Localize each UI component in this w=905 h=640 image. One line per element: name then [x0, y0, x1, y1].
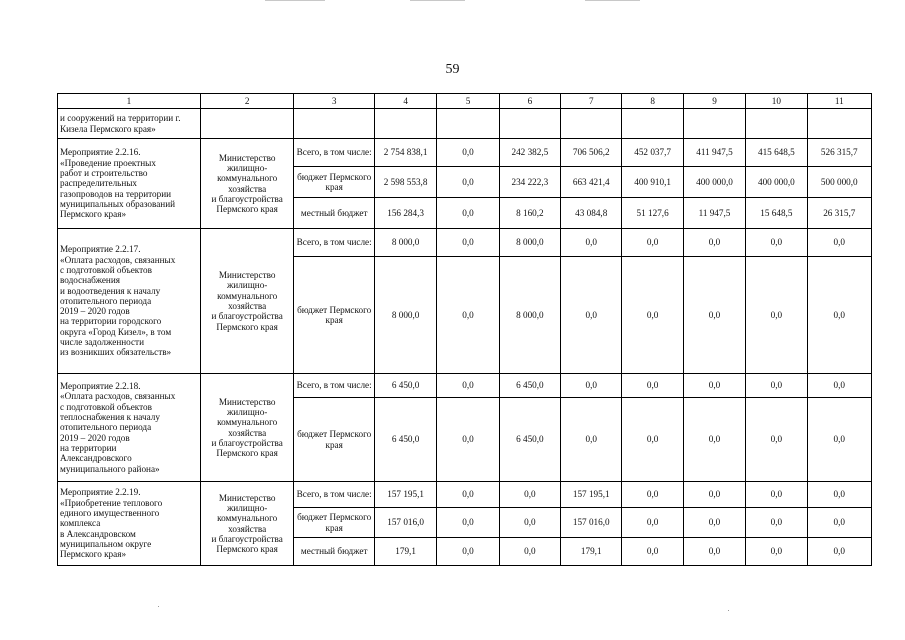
amount-cell: 157 016,0: [374, 508, 436, 538]
funding-source: Всего, в том числе:: [294, 482, 374, 508]
measure-line: с подготовкой объектов: [60, 264, 152, 275]
executor-line: жилищно-: [226, 280, 268, 291]
funding-source: бюджет Пермского края: [294, 167, 374, 198]
executor-line: жилищно-: [226, 502, 268, 513]
empty-cell: [561, 109, 622, 139]
measure-line: на территории: [60, 442, 117, 453]
amount-cell: 400 000,0: [683, 167, 745, 198]
amount-cell: 2 754 838,1: [374, 139, 436, 167]
amount-cell: 43 084,8: [561, 198, 622, 229]
amount-cell: 526 315,7: [807, 139, 871, 167]
measure-line: 2019 – 2020 годов: [60, 306, 130, 317]
amount-cell: 0,0: [561, 229, 622, 257]
column-number: 3: [294, 94, 374, 109]
amount-cell: 0,0: [746, 374, 807, 398]
page-number: 59: [445, 62, 460, 77]
amount-cell: 51 127,6: [622, 198, 683, 229]
executor-line: и благоустройства: [211, 193, 283, 204]
executor-line: хозяйства: [228, 301, 267, 311]
amount-cell: 15 648,5: [746, 198, 807, 229]
amount-cell: 8 000,0: [499, 229, 560, 257]
amount-cell: 0,0: [622, 508, 683, 538]
executor-line: коммунального: [217, 417, 278, 428]
executor-line: Пермского края: [216, 448, 278, 459]
amount-cell: 0,0: [683, 398, 745, 482]
executor-line: Министерство: [218, 396, 276, 407]
executor-line: жилищно-: [226, 406, 268, 417]
budget-table: [57, 93, 872, 566]
measure-description: [58, 139, 201, 229]
executor-line: Пермского края: [216, 321, 278, 332]
amount-cell: 2 598 553,8: [374, 167, 436, 198]
amount-cell: 157 195,1: [561, 482, 622, 508]
amount-cell: 26 315,7: [807, 198, 871, 229]
measure-line: Пермского края»: [60, 549, 127, 560]
amount-cell: 179,1: [374, 538, 436, 566]
measure-line: «Оплата расходов, связанных: [60, 254, 176, 265]
executor-line: Пермского края: [216, 544, 278, 555]
measure-line: числе задолженности: [60, 337, 144, 348]
amount-cell: 157 016,0: [561, 508, 622, 538]
amount-cell: 0,0: [683, 538, 745, 566]
executor-line: и благоустройства: [211, 437, 283, 448]
measure-line: Пермского края»: [60, 209, 127, 220]
amount-cell: 0,0: [746, 398, 807, 482]
amount-cell: 0,0: [437, 139, 499, 167]
column-number: 9: [683, 94, 745, 109]
amount-cell: 0,0: [807, 508, 871, 538]
amount-cell: 0,0: [746, 257, 807, 374]
empty-cell: [746, 109, 807, 139]
amount-cell: 0,0: [622, 229, 683, 257]
funding-source: Всего, в том числе:: [294, 374, 374, 398]
amount-cell: 415 648,5: [746, 139, 807, 167]
measure-description: [58, 482, 201, 566]
executor: [200, 229, 294, 374]
amount-cell: 0,0: [746, 229, 807, 257]
table-row: [58, 482, 872, 508]
amount-cell: 706 506,2: [561, 139, 622, 167]
column-number: 2: [200, 94, 294, 109]
measure-line: отопительного периода: [60, 295, 152, 306]
amount-cell: 242 382,5: [499, 139, 560, 167]
measure-line: муниципального района»: [60, 463, 160, 474]
measure-line: муниципальных образований: [60, 198, 176, 209]
amount-cell: 0,0: [437, 167, 499, 198]
amount-cell: 0,0: [561, 398, 622, 482]
measure-line: Мероприятие 2.2.18.: [60, 381, 141, 392]
amount-cell: 0,0: [437, 198, 499, 229]
amount-cell: 8 000,0: [374, 257, 436, 374]
empty-cell: [437, 109, 499, 139]
amount-cell: 6 450,0: [374, 374, 436, 398]
amount-cell: 0,0: [807, 482, 871, 508]
amount-cell: 179,1: [561, 538, 622, 566]
amount-cell: 452 037,7: [622, 139, 683, 167]
amount-cell: 0,0: [807, 374, 871, 398]
amount-cell: 0,0: [437, 229, 499, 257]
measure-line: муниципальном округе: [60, 538, 152, 549]
amount-cell: 11 947,5: [683, 198, 745, 229]
empty-cell: [622, 109, 683, 139]
amount-cell: 0,0: [807, 538, 871, 566]
amount-cell: 0,0: [622, 538, 683, 566]
amount-cell: 0,0: [437, 538, 499, 566]
amount-cell: 0,0: [622, 398, 683, 482]
funding-source: Всего, в том числе:: [294, 229, 374, 257]
measure-line: «Приобретение теплового: [60, 497, 163, 508]
executor: [200, 482, 294, 566]
column-number: 11: [807, 94, 871, 109]
amount-cell: 8 160,2: [499, 198, 560, 229]
funding-source: Всего, в том числе:: [294, 139, 374, 167]
amount-cell: 0,0: [622, 482, 683, 508]
amount-cell: 0,0: [683, 257, 745, 374]
measure-line: в Александровском: [60, 528, 136, 539]
measure-line: округа «Город Кизел», в том: [60, 326, 172, 337]
amount-cell: 0,0: [437, 398, 499, 482]
empty-cell: [499, 109, 560, 139]
measure-line: водоснабжения: [60, 275, 120, 286]
amount-cell: 0,0: [746, 508, 807, 538]
funding-source: бюджет Пермского края: [294, 398, 374, 482]
empty-cell: [374, 109, 436, 139]
measure-line: Мероприятие 2.2.16.: [60, 147, 141, 158]
measure-line: «Проведение проектных: [60, 157, 156, 168]
executor-line: коммунального: [217, 290, 278, 301]
scan-speck: [158, 606, 159, 607]
column-number: 7: [561, 94, 622, 109]
column-number: 8: [622, 94, 683, 109]
amount-cell: 0,0: [437, 257, 499, 374]
measure-line: 2019 – 2020 годов: [60, 432, 130, 443]
top-edge-mark: [265, 0, 325, 1]
amount-cell: 0,0: [807, 229, 871, 257]
executor-line: Министерство: [218, 152, 276, 163]
column-number: 5: [437, 94, 499, 109]
amount-cell: 0,0: [807, 398, 871, 482]
amount-cell: 0,0: [683, 482, 745, 508]
measure-line: отопительного периода: [60, 422, 152, 433]
executor: [200, 139, 294, 229]
amount-cell: 156 284,3: [374, 198, 436, 229]
empty-cell: [683, 109, 745, 139]
amount-cell: 157 195,1: [374, 482, 436, 508]
top-edge-mark: [410, 0, 465, 1]
funding-source: местный бюджет: [294, 538, 374, 566]
amount-cell: 0,0: [561, 257, 622, 374]
top-edge-mark: [585, 0, 640, 1]
amount-cell: 0,0: [499, 538, 560, 566]
measure-line: теплоснабжения к началу: [60, 412, 160, 423]
executor-line: коммунального: [217, 173, 278, 184]
amount-cell: 6 450,0: [499, 374, 560, 398]
amount-cell: 400 000,0: [746, 167, 807, 198]
column-number: 4: [374, 94, 436, 109]
table-row: [58, 374, 872, 398]
amount-cell: 0,0: [437, 374, 499, 398]
funding-source: бюджет Пермского края: [294, 508, 374, 538]
measure-line: «Оплата расходов, связанных: [60, 391, 176, 402]
amount-cell: 0,0: [437, 482, 499, 508]
column-number: 10: [746, 94, 807, 109]
amount-cell: 6 450,0: [374, 398, 436, 482]
executor-line: коммунального: [217, 513, 278, 524]
column-number: 1: [58, 94, 201, 109]
column-number: 6: [499, 94, 560, 109]
amount-cell: 0,0: [746, 538, 807, 566]
measure-line: Мероприятие 2.2.19.: [60, 487, 141, 498]
executor-line: жилищно-: [226, 162, 268, 173]
executor-line: и благоустройства: [211, 311, 283, 322]
scan-speck: [728, 610, 729, 611]
measure-line: из возникших обязательств»: [60, 347, 172, 358]
amount-cell: 6 450,0: [499, 398, 560, 482]
funding-source: местный бюджет: [294, 198, 374, 229]
amount-cell: 663 421,4: [561, 167, 622, 198]
measure-line: работ и строительство: [60, 168, 148, 179]
amount-cell: 0,0: [807, 257, 871, 374]
executor-line: хозяйства: [228, 183, 267, 194]
empty-cell: [294, 109, 374, 139]
table-body: [58, 94, 872, 566]
measure-description: [58, 374, 201, 482]
measure-line: комплекса: [60, 518, 101, 529]
amount-cell: 8 000,0: [374, 229, 436, 257]
executor-line: хозяйства: [228, 427, 267, 438]
amount-cell: 0,0: [683, 374, 745, 398]
table-row: [58, 229, 872, 257]
measure-line: единого имущественного: [60, 508, 160, 519]
continued-row: [58, 109, 872, 139]
amount-cell: 0,0: [683, 229, 745, 257]
measure-line: распределительных: [60, 178, 138, 189]
amount-cell: 0,0: [622, 374, 683, 398]
measure-line: с подготовкой объектов: [60, 401, 152, 412]
measure-description: [58, 229, 201, 374]
amount-cell: 0,0: [499, 508, 560, 538]
measure-line: Мероприятие 2.2.17.: [60, 244, 141, 255]
amount-cell: 234 222,3: [499, 167, 560, 198]
measure-line: Александровского: [60, 453, 132, 464]
amount-cell: 411 947,5: [683, 139, 745, 167]
amount-cell: 0,0: [499, 482, 560, 508]
amount-cell: 8 000,0: [499, 257, 560, 374]
table-row: [58, 139, 872, 167]
amount-cell: 0,0: [561, 374, 622, 398]
executor-line: Пермского края: [216, 204, 278, 215]
executor-line: хозяйства: [228, 523, 267, 534]
amount-cell: 0,0: [622, 257, 683, 374]
amount-cell: 0,0: [683, 508, 745, 538]
executor-line: Министерство: [218, 492, 276, 503]
amount-cell: 0,0: [746, 482, 807, 508]
column-number-row: [58, 94, 872, 109]
funding-source: бюджет Пермского края: [294, 257, 374, 374]
executor-line: и благоустройства: [211, 533, 283, 544]
amount-cell: 400 910,1: [622, 167, 683, 198]
executor: [200, 374, 294, 482]
continued-measure-text: и сооружений на территории г. Кизела Пермского края»: [58, 109, 201, 139]
amount-cell: 0,0: [437, 508, 499, 538]
empty-cell: [200, 109, 294, 139]
amount-cell: 500 000,0: [807, 167, 871, 198]
measure-line: и водоотведения к началу: [60, 285, 161, 296]
empty-cell: [807, 109, 871, 139]
measure-line: на территории городского: [60, 316, 162, 327]
executor-line: Министерство: [218, 270, 276, 281]
measure-line: газопроводов на территории: [60, 188, 172, 199]
